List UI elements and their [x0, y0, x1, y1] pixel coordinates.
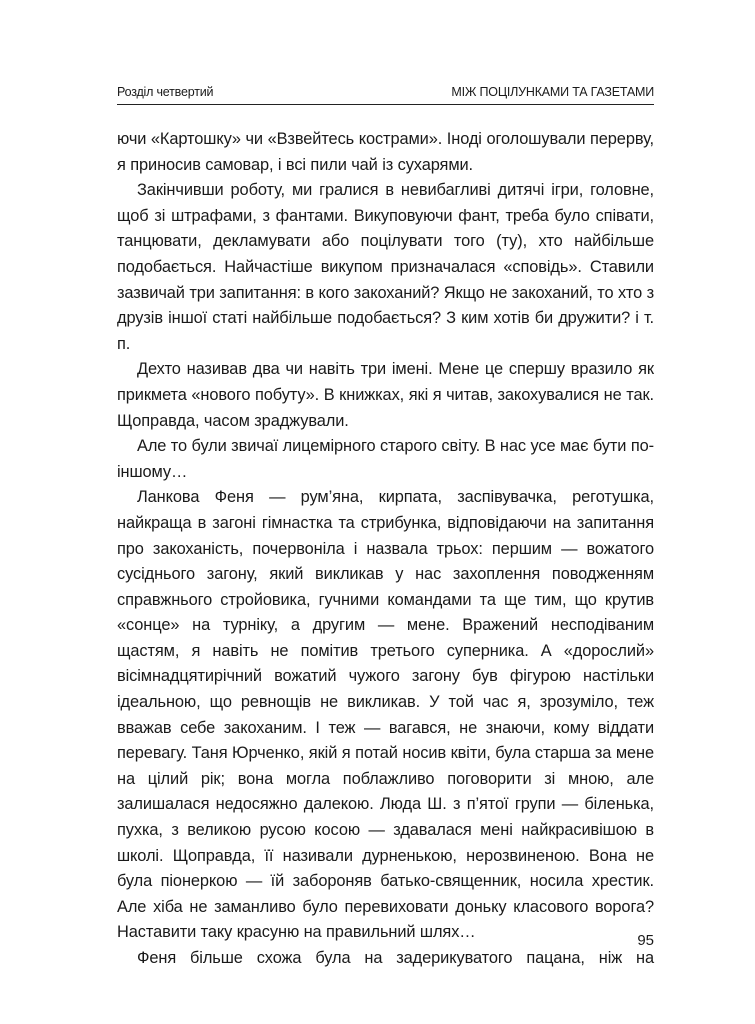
paragraph: Дехто називав два чи навіть три імені. Мене це спершу вразило як прикмета «нового побуту». В книжках, які я читав, закохувалися не так. Щоправда, часом зраджували.: [117, 360, 654, 430]
page-number: 95: [637, 932, 654, 949]
paragraph: ючи «Картошку» чи «Взвейтесь кострами». Іноді оголошували перерву, я приносив самовар, і всі пили чай із сухарями.: [117, 130, 654, 174]
running-head: [117, 84, 654, 104]
paragraph: Ланкова Феня — рум’яна, кирпата, заспівувачка, реготушка, найкраща в загоні гімнастка та стрибунка, відповідаючи на запитання про закоханість, почервоніла і назвала трьох: першим — вожатого сусіднього загону, який викликав у нас захоплення поводженням справжнього стройовика, гучними командами та ще тим, що крутив «сонце» на турніку, а другим — мене. Вражений несподіваним щастям, я навіть не помітив третього суперника. А «дорослий» вісімнадцятирічний вожатий чужого загону був фігурою настільки ідеальною, що ревнощів не викликав. У той час я, зрозуміло, теж вважав себе закоханим. І теж — вагався, не знаючи, кому віддати перевагу. Таня Юрченко, якій я потай носив квіти, була старша за мене на цілий рік; вона могла поблажливо поговорити зі мною, але залишалася недосяжно далекою. Люда Ш. з п’ятої групи — біленька, пухка, з великою русою косою — здавалася мені найкрасивішою в школі. Щоправда, її називали дурненькою, нерозвиненою. Вона не була піонеркою — їй забороняв батько-священник, носила хрестик. Але хіба не заманливо було перевиховати доньку класового ворога? Наставити таку красуню на правильний шлях…: [117, 488, 654, 942]
paragraph: Закінчивши роботу, ми гралися в невибагливі дитячі ігри, головне, щоб зі штрафами, з фантами. Викуповуючи фант, треба було співати, танцювати, декламувати або поцілувати того (ту), хто найбільше подобається. Найчастіше викупом призначалася «сповідь». Ставили зазвичай три запитання: в кого закоханий? Якщо не закоханий, то хто з друзів іншої статі найбільше подобається? З ким хотів би дружити? і т. п.: [117, 181, 654, 353]
paragraph: Але то були звичаї лицемірного старого світу. В нас усе має бути по-іншому…: [117, 437, 654, 481]
chapter-label: Розділ четвертий: [117, 85, 214, 99]
paragraph: Феня більше схожа була на задерикуватого пацана, ніж на: [137, 949, 654, 967]
chapter-title: МІЖ ПОЦІЛУНКАМИ ТА ГАЗЕТАМИ: [451, 85, 654, 99]
header-rule: [117, 104, 654, 105]
body-text: [117, 127, 654, 972]
